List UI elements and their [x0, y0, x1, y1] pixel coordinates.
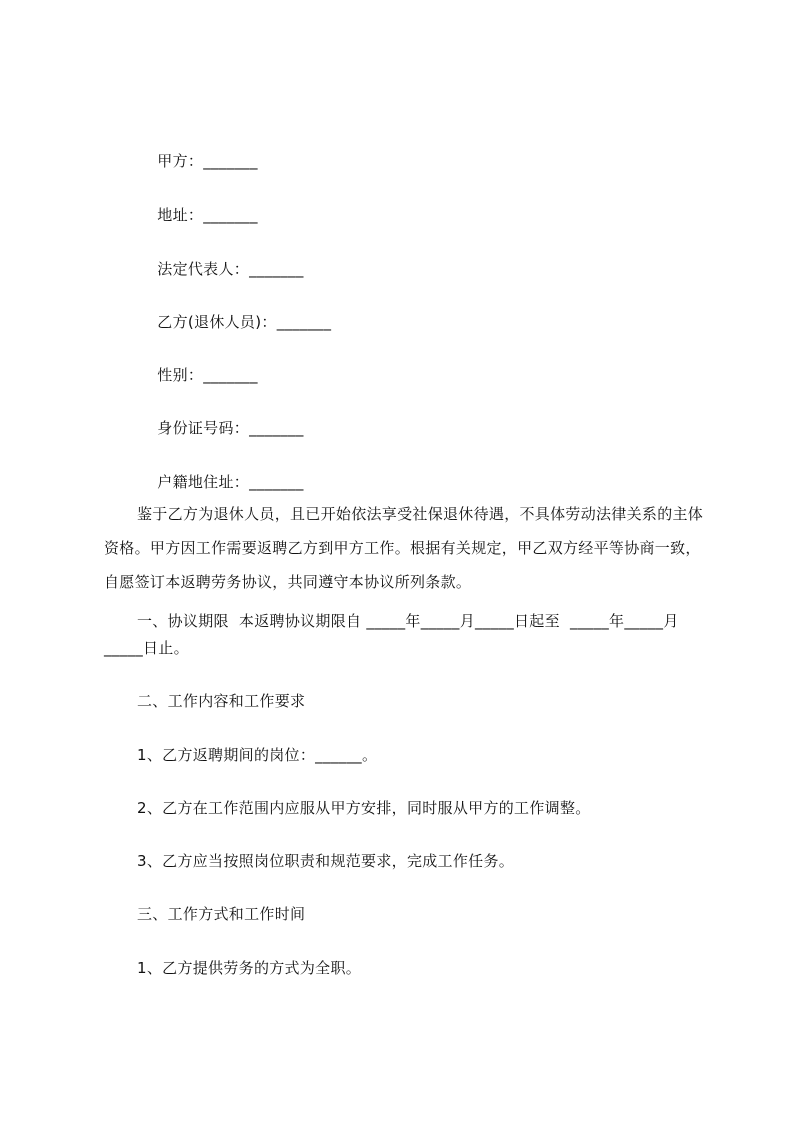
section3-heading: 三、工作方式和工作时间: [137, 905, 306, 923]
section2-heading: 二、工作内容和工作要求: [137, 692, 306, 710]
field-blank: _______: [249, 419, 304, 437]
field-gender: [137, 345, 258, 405]
field-blank: _______: [203, 206, 258, 224]
field-blank: _______: [203, 366, 258, 384]
field-blank: _______: [249, 260, 304, 278]
field-label: 性别：: [157, 366, 204, 384]
intro-paragraph: 鉴于乙方为退休人员，且已开始依法享受社保退休待遇，不具体劳动法律关系的主体资格。甲方因工作需要返聘乙方到甲方工作。根据有关规定，甲乙双方经平等协商一致，自愿签订本返聘劳务协议，共同遵守本协议所列条款。: [104, 505, 704, 591]
field-blank: _______: [276, 313, 332, 331]
section1-line2: _____日止。: [104, 639, 189, 657]
field-label: 地址：: [157, 206, 204, 224]
section2-item-1: 1、乙方返聘期间的岗位：______。: [137, 746, 378, 764]
field-blank: _______: [249, 473, 304, 491]
field-id-number: [137, 398, 304, 458]
field-address: [137, 185, 258, 245]
field-blank: _______: [203, 152, 258, 170]
field-label: 乙方(退休人员)：: [157, 313, 277, 331]
section3-item-1: 1、乙方提供劳务的方式为全职。: [137, 959, 362, 977]
field-label: 户籍地住址：: [157, 473, 250, 491]
field-legal-representative: [137, 239, 304, 299]
section2-item-2: 2、乙方在工作范围内应服从甲方安排，同时服从甲方的工作调整。: [137, 799, 591, 817]
field-label: 法定代表人：: [157, 260, 250, 278]
field-party-a: [137, 131, 258, 191]
section1-line1: 一、协议期限 本返聘协议期限自 _____年_____月_____日起至 _____年_____月: [137, 612, 679, 630]
field-label: 甲方：: [157, 152, 204, 170]
field-label: 身份证号码：: [157, 419, 250, 437]
field-party-b: [137, 292, 331, 352]
section2-item-3: 3、乙方应当按照岗位职责和规范要求，完成工作任务。: [137, 852, 515, 870]
